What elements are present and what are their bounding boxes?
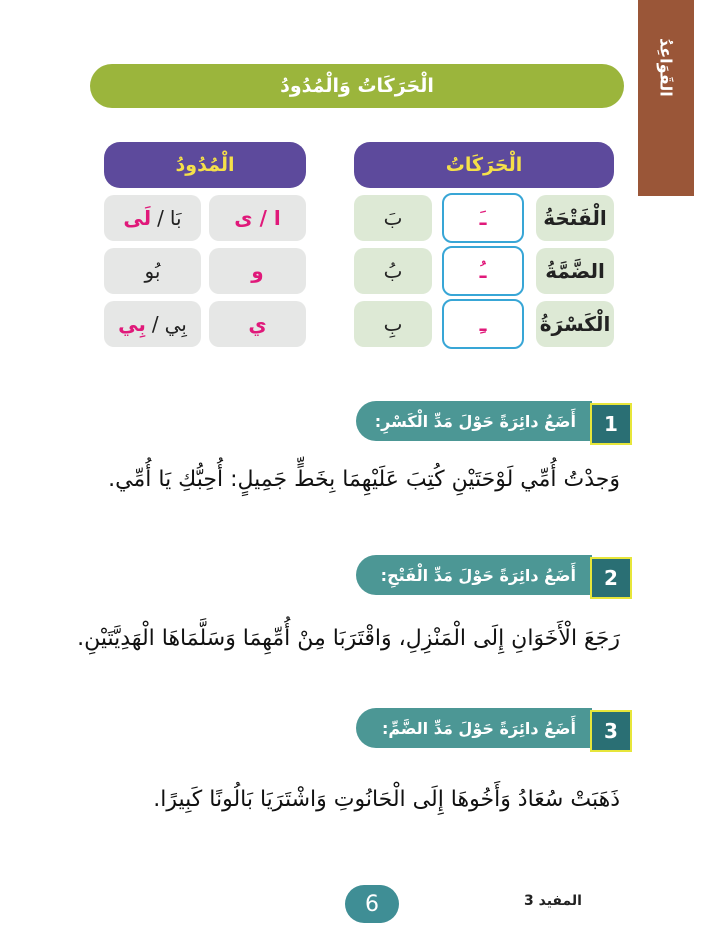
- exercise-1-number: 1: [590, 403, 632, 445]
- harakat-name-2: الضَّمَّةُ: [536, 248, 614, 294]
- exercise-3-number: 3: [590, 710, 632, 752]
- exercise-2-number: 2: [590, 557, 632, 599]
- harakat-example-3: بِ: [354, 301, 432, 347]
- harakat-mark-2: ـُ: [442, 246, 524, 296]
- exercise-1-instruction: أَضَعُ دائِرَةً حَوْلَ مَدِّ الْكَسْرِ:: [356, 401, 592, 441]
- exercise-2-instruction: أَضَعُ دائِرَةً حَوْلَ مَدِّ الْفَتْحِ:: [356, 555, 592, 595]
- page-number: 6: [345, 885, 399, 923]
- mudud-example-1: بَا / لَى: [104, 195, 201, 241]
- section-tab: [638, 0, 694, 196]
- mudud-example-1a: بَا: [169, 206, 182, 230]
- mudud-header: الْمُدُودُ: [104, 142, 306, 188]
- exercise-1-sentence: وَجدْتُ أُمِّي لَوْحَتَيْنِ كُتِبَ عَلَيْهِمَا بِخَطٍّ جَمِيلٍ: أُحِبُّكِ يَا أُمِّي.: [108, 467, 620, 492]
- harakat-header: الْحَرَكَاتُ: [354, 142, 614, 188]
- mudud-example-3b: بِي: [118, 312, 146, 336]
- harakat-mark-1: ـَ: [442, 193, 524, 243]
- exercise-3-sentence: ذَهَبَتْ سُعَادُ وَأَخُوهَا إِلَى الْحَانُوتِ وَاشْتَرَيَا بَالُونًا كَبِيرًا.: [153, 787, 620, 812]
- exercise-3-instruction: أَضَعُ دائِرَةً حَوْلَ مَدِّ الضَّمِّ:: [356, 708, 592, 748]
- mudud-example-3a: بِي: [164, 312, 187, 336]
- mudud-letter-3: ي: [209, 301, 306, 347]
- harakat-name-3: الْكَسْرَةُ: [536, 301, 614, 347]
- mudud-example-3: بِي / بِي: [104, 301, 201, 347]
- exercise-2-sentence: رَجَعَ الْأَخَوَانِ إِلَى الْمَنْزِلِ، وَاقْتَرَبَا مِنْ أُمِّهِمَا وَسَلَّمَاهَا الْهَدِيَّتَيْنِ.: [77, 626, 620, 651]
- harakat-example-2: بُ: [354, 248, 432, 294]
- mudud-example-1b: لَى: [123, 206, 152, 230]
- book-name: المفيد 3: [524, 893, 582, 909]
- lesson-title: الْحَرَكَاتُ وَالْمُدُودُ: [90, 64, 624, 108]
- harakat-example-1: بَ: [354, 195, 432, 241]
- section-tab-label: القَوَاعِدُ: [656, 38, 676, 97]
- harakat-name-1: الْفَتْحَةُ: [536, 195, 614, 241]
- harakat-mark-3: ـِ: [442, 299, 524, 349]
- mudud-example-2: بُو: [104, 248, 201, 294]
- mudud-letter-2: و: [209, 248, 306, 294]
- mudud-letter-1: ا / ى: [209, 195, 306, 241]
